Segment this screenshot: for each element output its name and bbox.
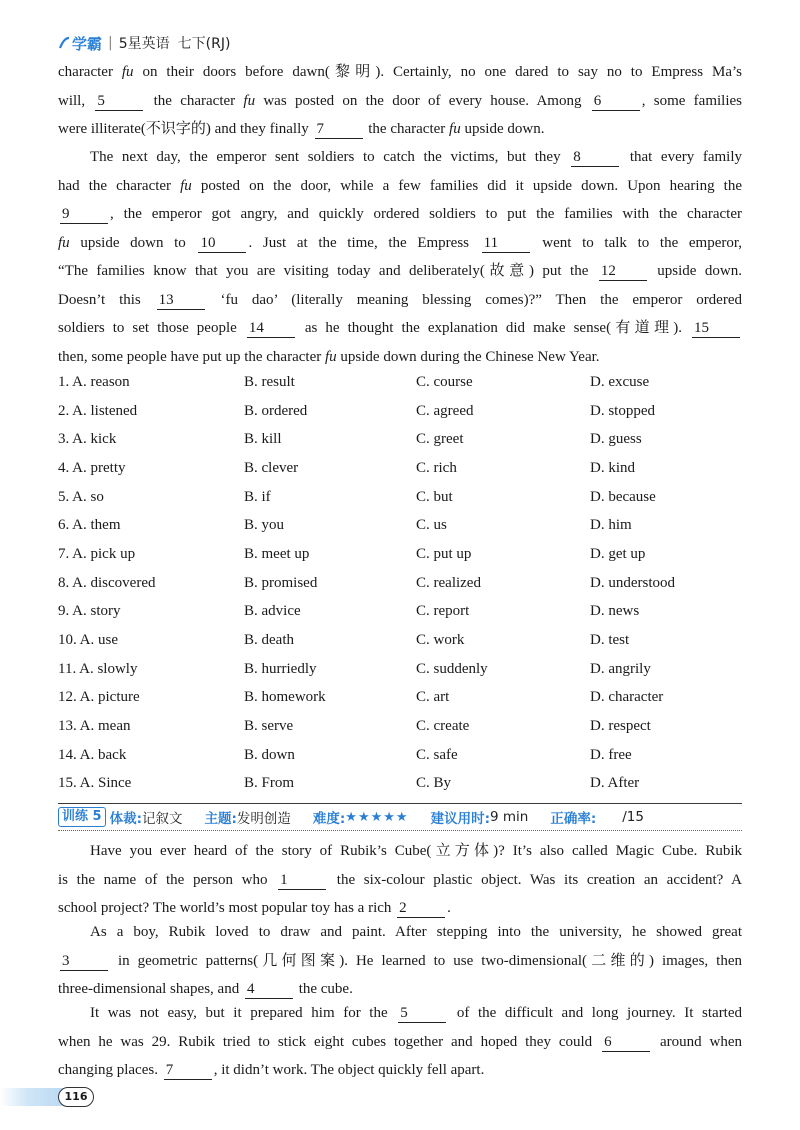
option-row-15 [58,770,758,799]
option-3-d: D. guess [590,431,642,448]
option-row-1 [58,368,758,397]
option-12-d: D. character [590,689,664,706]
accuracy-label: 正确率: [550,811,597,827]
option-7-b: B. meet up [244,545,310,562]
difficulty-stars: ★★★★★ [345,809,409,825]
text-line: will, 5 the character fu was posted on the door of every house. Among 6 , some families [58,92,743,109]
blank-9: 9 [60,205,108,224]
option-row-12 [58,684,758,713]
option-14-d: D. free [590,746,632,763]
option-row-5 [58,483,758,512]
option-row-13 [58,712,758,741]
option-5-a: 5. A. so [58,488,104,505]
option-13-b: B. serve [244,718,294,735]
option-row-2 [58,397,758,426]
passage2-paragraph1 [58,837,742,923]
text-line: school project? The world’s most popular toy has a rich 2 . [58,900,451,916]
text-line: 3 in geometric patterns(几何图案). He learned to use two-dimensional(二维的) images, then [62,952,742,969]
option-10-b: B. death [244,632,294,649]
page-header [58,32,230,54]
option-5-c: C. but [416,488,453,505]
blank-12: 12 [599,262,647,281]
brand-name: 学霸 [72,34,103,53]
text-line: three-dimensional shapes, and 4 the cube. [58,981,353,997]
option-9-a: 9. A. story [58,603,121,620]
text-line: then, some people have put up the character fu upside down during the Chinese New Year. [58,348,600,365]
option-10-c: C. work [416,632,465,649]
blank-7b: 7 [164,1061,212,1080]
option-14-c: C. safe [416,746,458,763]
book-grade: 七下(RJ) [177,36,231,52]
text-line: 9 , the emperor got angry, and quickly ordered soldiers to put the families with the character [62,206,742,222]
book-series: 5星英语 [118,36,170,52]
option-3-c: C. greet [416,431,464,448]
blank-3: 3 [60,952,108,971]
option-3-a: 3. A. kick [58,431,117,448]
option-6-a: 6. A. them [58,517,121,534]
text-line: “The families know that you are visiting today and deliberately(故意) put the 12 upside down. [58,263,743,279]
option-13-a: 13. A. mean [58,718,131,735]
option-9-d: D. news [590,603,640,620]
accuracy-value: /15 [622,809,644,825]
blank-5: 5 [95,92,143,111]
option-11-d: D. angrily [590,660,651,677]
options-list [58,368,758,798]
option-row-4 [58,454,758,483]
option-14-b: B. down [244,746,295,763]
option-1-d: D. excuse [590,373,650,390]
text-line: Doesn’t this 13 ‘fu dao’ (literally meaning blessing comes)?” Then the emperor ordered [58,291,742,308]
blank-6: 6 [592,92,640,111]
option-row-11 [58,655,758,684]
header-separator: | [108,35,113,51]
genre-label: 体裁: [109,811,142,827]
text-line: is the name of the person who 1 the six-colour plastic object. Was its creation an accident? A [58,871,742,888]
option-8-a: 8. A. discovered [58,574,156,591]
blank-6b: 6 [602,1033,650,1052]
option-11-b: B. hurriedly [244,660,317,677]
option-2-a: 2. A. listened [58,402,138,419]
blank-4: 4 [245,980,293,999]
blank-8: 8 [571,148,619,167]
section-info-bar [58,803,742,831]
brand-logo [58,33,102,54]
text-line: soldiers to set those people 14 as he thought the explanation did make sense(有道理). 15 [58,314,742,343]
genre-value: 记叙文 [141,811,183,827]
blank-10: 10 [198,234,246,253]
option-4-b: B. clever [244,459,299,476]
option-1-a: 1. A. reason [58,373,130,390]
option-6-b: B. you [244,517,285,534]
option-8-b: B. promised [244,574,318,591]
passage2-paragraph3 [58,999,742,1085]
option-4-d: D. kind [590,459,635,476]
blank-1: 1 [278,871,326,890]
theme-value: 发明创造 [236,811,291,827]
option-1-c: C. course [416,373,473,390]
option-7-a: 7. A. pick up [58,545,136,562]
blank-5b: 5 [398,1004,446,1023]
text-line: As a boy, Rubik loved to draw and paint. After stepping into the university, he showed great [90,924,742,940]
option-4-c: C. rich [416,459,457,476]
option-15-a: 15. A. Since [58,775,132,792]
text-line: character fu on their doors before dawn(黎明). Certainly, no one dared to say no to Empress Ma’s [58,64,742,80]
text-line: had the character fu posted on the door, while a few families did it upside down. Upon hearing the [58,177,742,194]
blank-13: 13 [157,291,205,310]
text-line: It was not easy, but it prepared him for the 5 of the difficult and long journey. It started [90,1005,743,1021]
option-row-14 [58,741,758,770]
option-15-c: C. By [416,775,452,792]
difficulty-label: 难度: [312,811,346,827]
option-6-d: D. him [590,517,632,534]
option-5-b: B. if [244,488,271,505]
passage1-paragraph1 [58,58,742,144]
option-2-b: B. ordered [244,402,308,419]
blank-7: 7 [315,120,363,139]
option-13-d: D. respect [590,718,651,735]
option-8-d: D. understood [590,574,675,591]
brand-swoosh-icon [58,36,70,50]
option-1-b: B. result [244,373,295,390]
text-line: fu upside down to 10 . Just at the time, the Empress 11 went to talk to the emperor, [58,234,742,251]
option-15-b: B. From [244,775,295,792]
option-8-c: C. realized [416,574,481,591]
option-row-8 [58,569,758,598]
option-5-d: D. because [590,488,656,505]
option-10-a: 10. A. use [58,632,118,649]
option-6-c: C. us [416,517,447,534]
option-row-9 [58,598,758,627]
time-label: 建议用时: [430,811,490,827]
text-line: The next day, the emperor sent soldiers to catch the victims, but they 8 that every family [90,149,742,165]
option-row-3 [58,425,758,454]
option-10-d: D. test [590,632,630,649]
option-2-c: C. agreed [416,402,474,419]
option-11-c: C. suddenly [416,660,488,677]
option-14-a: 14. A. back [58,746,127,763]
option-13-c: C. create [416,718,470,735]
blank-14: 14 [247,319,295,338]
option-7-c: C. put up [416,545,472,562]
theme-label: 主题: [204,811,237,827]
text-line: were illiterate(不识字的) and they finally 7 the character fu upside down. [58,121,545,137]
option-row-7 [58,540,758,569]
option-9-c: C. report [416,603,470,620]
text-line: Have you ever heard of the story of Rubik’s Cube(立方体)? It’s also called Magic Cube. Rubik [90,843,742,859]
option-12-a: 12. A. picture [58,689,140,706]
option-4-a: 4. A. pretty [58,459,126,476]
option-12-b: B. homework [244,689,326,706]
text-line: when he was 29. Rubik tried to stick eight cubes together and hoped they could 6 around when [58,1033,742,1050]
option-7-d: D. get up [590,545,646,562]
blank-2: 2 [397,899,445,918]
option-12-c: C. art [416,689,450,706]
time-value: 9 min [489,809,529,825]
option-11-a: 11. A. slowly [58,660,138,677]
section-tag: 训练 5 [58,807,106,827]
passage1-paragraph2 [58,143,742,371]
passage2-paragraph2 [58,918,742,1004]
option-15-d: D. After [590,775,640,792]
option-row-6 [58,511,758,540]
option-2-d: D. stopped [590,402,655,419]
option-3-b: B. kill [244,431,282,448]
text-line: changing places. 7 , it didn’t work. The object quickly fell apart. [58,1062,485,1078]
blank-15: 15 [692,319,740,338]
option-row-10 [58,626,758,655]
option-9-b: B. advice [244,603,301,620]
page-number: 116 [58,1087,94,1107]
blank-11: 11 [482,234,530,253]
